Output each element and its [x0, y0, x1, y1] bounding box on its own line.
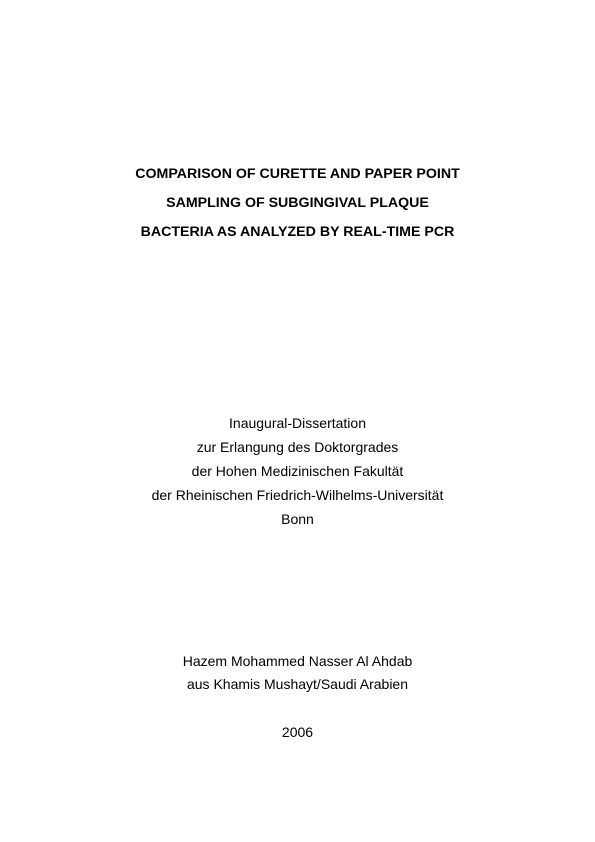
title-line: BACTERIA AS ANALYZED BY REAL-TIME PCR	[140, 224, 455, 240]
dissertation-statement	[0, 411, 595, 531]
author-name: Hazem Mohammed Nasser Al Ahdab	[182, 653, 413, 669]
publication-year-block	[0, 722, 595, 742]
university-city: Bonn	[281, 511, 314, 527]
thesis-title	[0, 160, 595, 247]
title-line: COMPARISON OF CURETTE AND PAPER POINT	[135, 166, 460, 182]
publication-year: 2006	[281, 724, 314, 740]
author-origin: aus Khamis Mushayt/Saudi Arabien	[186, 676, 408, 692]
degree-purpose: zur Erlangung des Doktorgrades	[196, 439, 399, 455]
author-info	[0, 650, 595, 696]
title-line: SAMPLING OF SUBGINGIVAL PLAQUE	[166, 195, 429, 211]
faculty-name: der Hohen Medizinischen Fakultät	[191, 463, 404, 479]
university-name: der Rheinischen Friedrich-Wilhelms-Universität	[151, 487, 444, 503]
dissertation-type: Inaugural-Dissertation	[229, 415, 366, 431]
